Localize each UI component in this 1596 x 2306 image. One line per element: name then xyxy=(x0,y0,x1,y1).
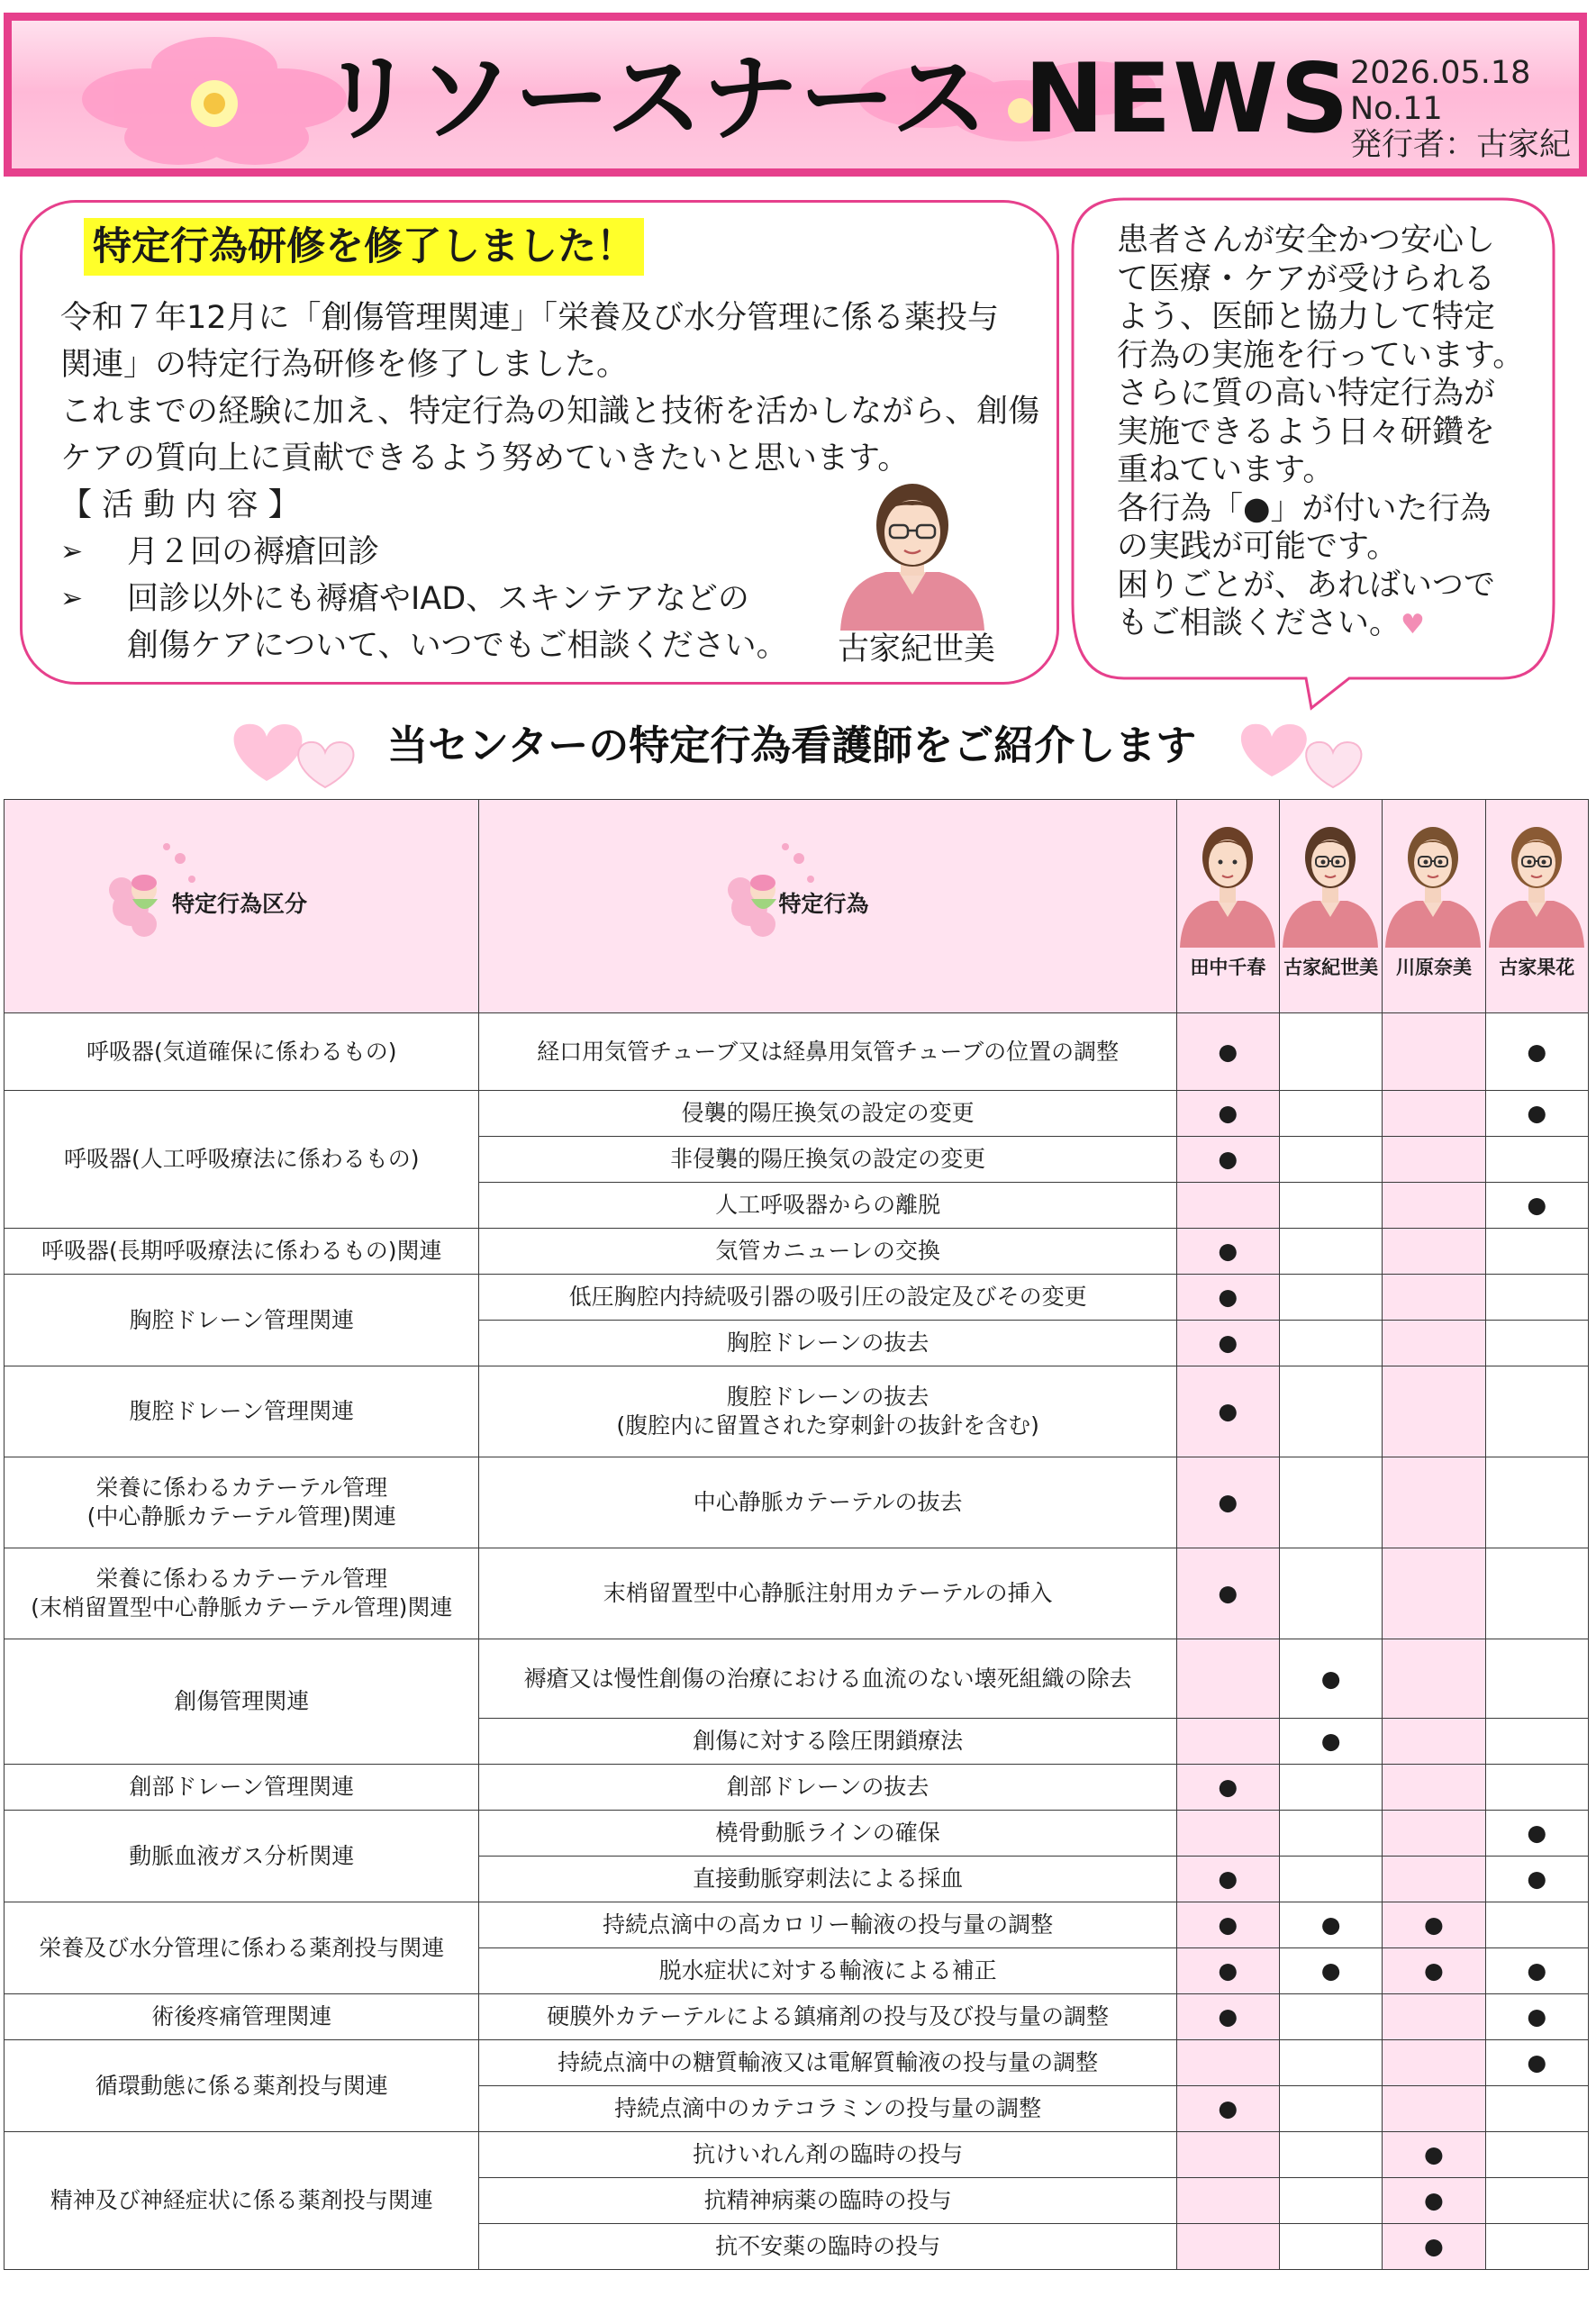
bubble-line: て医療・ケアが受けられる xyxy=(1117,260,1496,297)
action-cell xyxy=(479,1366,1176,1457)
bullet-arrow-icon: ➢ xyxy=(60,536,84,567)
category-cell xyxy=(5,2040,479,2132)
check-dot-icon: ● xyxy=(1424,1957,1444,1984)
cell-line: 腹腔ドレーンの抜去 xyxy=(726,1384,929,1410)
mark-cell xyxy=(1383,1811,1485,1857)
bubble-line: よう、医師と協力して特定 xyxy=(1117,299,1496,335)
mark-cell xyxy=(1485,1183,1588,1229)
mark-cell xyxy=(1383,1765,1485,1811)
category-cell xyxy=(5,1902,479,1994)
issue-number: No.11 xyxy=(1350,91,1443,127)
category-cell xyxy=(5,1091,479,1229)
mark-cell xyxy=(1383,1457,1485,1548)
mark-cell xyxy=(1485,1229,1588,1275)
bubble-line: 重ねています。 xyxy=(1117,452,1335,488)
mark-cell xyxy=(1383,2178,1485,2224)
action-cell xyxy=(479,1275,1176,1321)
check-dot-icon: ● xyxy=(1218,1038,1238,1065)
mark-cell xyxy=(1176,1719,1279,1765)
check-dot-icon: ● xyxy=(1527,1038,1547,1065)
category-cell xyxy=(5,1275,479,1366)
mark-cell xyxy=(1485,1994,1588,2040)
mark-cell xyxy=(1176,1183,1279,1229)
mark-cell xyxy=(1485,1902,1588,1948)
mark-cell xyxy=(1279,1275,1382,1321)
newsletter-title: リソースナース NEWS xyxy=(320,43,1351,154)
cell-line: 栄養に係わるカテーテル管理 xyxy=(95,1475,388,1501)
table-row xyxy=(5,1639,1589,1719)
cell-line: 褥瘡又は慢性創傷の治療における血流のない壊死組織の除去 xyxy=(523,1665,1132,1692)
category-header xyxy=(5,800,479,1013)
category-cell xyxy=(5,1994,479,2040)
check-dot-icon: ● xyxy=(1320,1728,1341,1754)
cell-line: 呼吸器(長期呼吸療法に係わるもの)関連 xyxy=(41,1238,442,1264)
mark-cell xyxy=(1279,1548,1382,1639)
mark-cell xyxy=(1485,1366,1588,1457)
cell-line: 脱水症状に対する輸液による補正 xyxy=(658,1957,997,1984)
cell-line: 抗不安薬の臨時の投与 xyxy=(715,2233,941,2259)
check-dot-icon: ● xyxy=(1320,1665,1341,1692)
intro-line: 令和７年12月に「創傷管理関連」「栄養及び水分管理に係る薬投与 xyxy=(60,300,1000,336)
table-header-row xyxy=(5,800,1589,1013)
cell-line: 創部ドレーン管理関連 xyxy=(129,1774,354,1800)
mark-cell xyxy=(1485,1091,1588,1137)
intro-box xyxy=(20,200,1059,685)
mark-cell xyxy=(1383,1013,1485,1091)
mark-cell xyxy=(1485,1948,1588,1994)
mark-cell xyxy=(1176,2040,1279,2086)
mark-cell xyxy=(1485,2086,1588,2132)
cell-line: 腹腔ドレーン管理関連 xyxy=(129,1398,354,1424)
check-dot-icon: ● xyxy=(1218,2003,1238,2029)
nurse-name: 古家紀世美 xyxy=(838,631,996,667)
hearts-decoration-icon xyxy=(1218,704,1380,794)
cell-line: 中心静脈カテーテルの抜去 xyxy=(693,1489,963,1515)
mark-cell xyxy=(1485,1321,1588,1366)
check-dot-icon: ● xyxy=(1218,1100,1238,1126)
check-dot-icon: ● xyxy=(1218,1489,1238,1515)
cell-line: 抗けいれん剤の臨時の投与 xyxy=(693,2141,964,2167)
action-header xyxy=(479,800,1176,1013)
bubble-line: 困りごとが、あればいつで xyxy=(1117,567,1496,604)
activity-bullet: 月２回の褥瘡回診 xyxy=(127,534,380,570)
intro-line: 関連」の特定行為研修を修了しました。 xyxy=(60,347,629,383)
action-cell xyxy=(479,1994,1176,2040)
mark-cell xyxy=(1176,1639,1279,1719)
mark-cell xyxy=(1176,1366,1279,1457)
nurse-portrait-icon xyxy=(1383,811,1483,948)
check-dot-icon: ● xyxy=(1320,1957,1341,1984)
cell-line: 橈骨動脈ラインの確保 xyxy=(715,1820,940,1846)
cell-line: 創傷に対する陰圧閉鎖療法 xyxy=(693,1728,964,1754)
mark-cell xyxy=(1383,2132,1485,2178)
mark-cell xyxy=(1176,1994,1279,2040)
action-cell xyxy=(479,1765,1176,1811)
bubble-line: 実施できるよう日々研鑽を xyxy=(1117,413,1496,450)
cell-line: 経口用気管チューブ又は経鼻用気管チューブの位置の調整 xyxy=(537,1038,1120,1065)
nurse-column-header xyxy=(1485,800,1588,1013)
mark-cell xyxy=(1383,1183,1485,1229)
table-row xyxy=(5,1275,1589,1321)
mark-cell xyxy=(1485,1548,1588,1639)
mark-cell xyxy=(1485,2132,1588,2178)
action-cell xyxy=(479,1321,1176,1366)
mark-cell xyxy=(1279,2224,1382,2270)
cell-line: 末梢留置型中心静脈注射用カテーテルの挿入 xyxy=(603,1580,1053,1606)
activities-label: 【 活 動 内 容 】 xyxy=(60,487,300,523)
category-cell xyxy=(5,1639,479,1765)
mark-cell xyxy=(1176,1857,1279,1902)
category-cell xyxy=(5,1013,479,1091)
check-dot-icon: ● xyxy=(1424,1911,1444,1938)
cell-line: (末梢留置型中心静脈カテーテル管理)関連 xyxy=(31,1594,453,1621)
mark-cell xyxy=(1485,1811,1588,1857)
action-cell xyxy=(479,1457,1176,1548)
mark-cell xyxy=(1279,1366,1382,1457)
mark-cell xyxy=(1485,2224,1588,2270)
action-cell xyxy=(479,2040,1176,2086)
category-cell xyxy=(5,1457,479,1548)
mark-cell xyxy=(1485,1457,1588,1548)
table-row xyxy=(5,2132,1589,2178)
mark-cell xyxy=(1383,1321,1485,1366)
mark-cell xyxy=(1176,1229,1279,1275)
mark-cell xyxy=(1176,1948,1279,1994)
table-row xyxy=(5,2040,1589,2086)
publisher: 発行者：古家紀 xyxy=(1350,127,1572,163)
nurse-portrait-icon xyxy=(1281,811,1380,948)
activity-bullet-continuation: 創傷ケアについて、いつでもご相談ください。 xyxy=(127,628,788,664)
nurse-column-name: 川原奈美 xyxy=(1395,957,1472,978)
mark-cell xyxy=(1176,2178,1279,2224)
check-dot-icon: ● xyxy=(1218,1911,1238,1938)
nurse-portrait-icon xyxy=(1178,811,1277,948)
action-cell xyxy=(479,1948,1176,1994)
check-dot-icon: ● xyxy=(1527,2003,1547,2029)
mark-cell xyxy=(1176,2132,1279,2178)
bullet-arrow-icon: ➢ xyxy=(60,583,84,614)
mark-cell xyxy=(1176,1013,1279,1091)
table-row xyxy=(5,1013,1589,1091)
cell-line: 精神及び神経症状に係る薬剤投与関連 xyxy=(50,2187,433,2213)
mark-cell xyxy=(1279,2086,1382,2132)
cell-line: 循環動態に係る薬剤投与関連 xyxy=(95,2072,388,2099)
nurse-column-name: 古家果花 xyxy=(1499,957,1575,978)
mark-cell xyxy=(1279,1994,1382,2040)
check-dot-icon: ● xyxy=(1218,1866,1238,1892)
action-cell xyxy=(479,2086,1176,2132)
mark-cell xyxy=(1279,1091,1382,1137)
bubble-line: の実践が可能です。 xyxy=(1117,529,1399,565)
issue-date: 2026.05.18 xyxy=(1350,55,1531,91)
action-cell xyxy=(479,2178,1176,2224)
cell-line: 非侵襲的陽圧換気の設定の変更 xyxy=(670,1146,986,1172)
cell-line: 硬膜外カテーテルによる鎮痛剤の投与及び投与量の調整 xyxy=(547,2003,1109,2029)
check-dot-icon: ● xyxy=(1218,1957,1238,1984)
cell-line: 持続点滴中の糖質輸液又は電解質輸液の投与量の調整 xyxy=(558,2049,1099,2075)
action-cell xyxy=(479,1229,1176,1275)
action-cell xyxy=(479,1719,1176,1765)
cell-line: 創部ドレーンの抜去 xyxy=(726,1774,929,1800)
mark-cell xyxy=(1279,1948,1382,1994)
cell-line: 気管カニューレの交換 xyxy=(715,1238,940,1264)
mark-cell xyxy=(1176,1548,1279,1639)
heart-icon: ♥ xyxy=(1401,609,1425,640)
mark-cell xyxy=(1485,2040,1588,2086)
mark-cell xyxy=(1279,1013,1382,1091)
mark-cell xyxy=(1279,1719,1382,1765)
mark-cell xyxy=(1176,1275,1279,1321)
mark-cell xyxy=(1279,1457,1382,1548)
table-body xyxy=(5,1013,1589,2270)
mark-cell xyxy=(1279,2178,1382,2224)
check-dot-icon: ● xyxy=(1527,1866,1547,1892)
check-dot-icon: ● xyxy=(1218,1284,1238,1310)
mark-cell xyxy=(1176,1811,1279,1857)
cell-line: 胸腔ドレーンの抜去 xyxy=(726,1330,929,1356)
table-row xyxy=(5,1548,1589,1639)
mark-cell xyxy=(1279,1137,1382,1183)
action-cell xyxy=(479,1639,1176,1719)
mark-cell xyxy=(1279,1183,1382,1229)
action-cell xyxy=(479,1183,1176,1229)
category-cell xyxy=(5,1366,479,1457)
mark-cell xyxy=(1485,1765,1588,1811)
cell-line: 創傷管理関連 xyxy=(174,1688,310,1714)
mark-cell xyxy=(1279,1902,1382,1948)
mark-cell xyxy=(1383,2086,1485,2132)
mark-cell xyxy=(1383,1275,1485,1321)
cell-line: 持続点滴中の高カロリー輸液の投与量の調整 xyxy=(603,1911,1054,1938)
table-row xyxy=(5,1366,1589,1457)
mark-cell xyxy=(1279,1765,1382,1811)
bubble-line: もご相談ください。♥ xyxy=(1117,605,1425,641)
table-row xyxy=(5,1765,1589,1811)
category-cell xyxy=(5,1811,479,1902)
action-cell xyxy=(479,1137,1176,1183)
mark-cell xyxy=(1383,2224,1485,2270)
cell-line: 抗精神病薬の臨時の投与 xyxy=(703,2187,952,2213)
check-dot-icon: ● xyxy=(1218,1330,1238,1356)
check-dot-icon: ● xyxy=(1218,2095,1238,2121)
mark-cell xyxy=(1485,1137,1588,1183)
cell-line: 低圧胸腔内持続吸引器の吸引圧の設定及びその変更 xyxy=(568,1284,1087,1310)
category-cell xyxy=(5,2132,479,2270)
check-dot-icon: ● xyxy=(1527,1100,1547,1126)
mark-cell xyxy=(1176,2086,1279,2132)
cell-line: 持続点滴中のカテコラミンの投与量の調整 xyxy=(614,2095,1042,2121)
mark-cell xyxy=(1176,1457,1279,1548)
intro-line: これまでの経験に加え、特定行為の知識と技術を活かしながら、創傷 xyxy=(60,394,1040,430)
action-cell xyxy=(479,1091,1176,1137)
mark-cell xyxy=(1383,1994,1485,2040)
category-cell xyxy=(5,1548,479,1639)
check-dot-icon: ● xyxy=(1424,2187,1444,2213)
nurse-column-header xyxy=(1176,800,1279,1013)
intro-heading: 特定行為研修を修了しました！ xyxy=(84,218,644,276)
mark-cell xyxy=(1383,1902,1485,1948)
activity-bullet: 回診以外にも褥瘡やIAD、スキンテアなどの xyxy=(127,581,749,617)
cell-line: 術後疼痛管理関連 xyxy=(151,2003,332,2029)
mark-cell xyxy=(1383,2040,1485,2086)
check-dot-icon: ● xyxy=(1527,2049,1547,2075)
mark-cell xyxy=(1383,1719,1485,1765)
mark-cell xyxy=(1176,2224,1279,2270)
mark-cell xyxy=(1176,1091,1279,1137)
category-cell xyxy=(5,1229,479,1275)
mark-cell xyxy=(1383,1639,1485,1719)
check-dot-icon: ● xyxy=(1424,2233,1444,2259)
newsletter-header xyxy=(4,13,1587,177)
action-cell xyxy=(479,2132,1176,2178)
table-row xyxy=(5,1457,1589,1548)
check-dot-icon: ● xyxy=(1527,1192,1547,1218)
table-row xyxy=(5,1994,1589,2040)
mark-cell xyxy=(1279,2040,1382,2086)
nurse-column-header xyxy=(1279,800,1382,1013)
check-dot-icon: ● xyxy=(1218,1580,1238,1606)
bubble-line: 患者さんが安全かつ安心し xyxy=(1117,222,1496,259)
action-cell xyxy=(479,1857,1176,1902)
mark-cell xyxy=(1485,1275,1588,1321)
mark-cell xyxy=(1383,1137,1485,1183)
mark-cell xyxy=(1279,1811,1382,1857)
mark-cell xyxy=(1383,1857,1485,1902)
mark-cell xyxy=(1176,1137,1279,1183)
check-dot-icon: ● xyxy=(1424,2141,1444,2167)
cell-line: (中心静脈カテーテル管理)関連 xyxy=(86,1503,396,1530)
intro-line: ケアの質向上に貢献できるよう努めていきたいと思います。 xyxy=(60,440,910,477)
mark-cell xyxy=(1279,1639,1382,1719)
category-header-label: 特定行為区分 xyxy=(172,891,308,917)
nurse-column-header xyxy=(1383,800,1485,1013)
mark-cell xyxy=(1176,1765,1279,1811)
cell-line: 動脈血液ガス分析関連 xyxy=(129,1842,355,1869)
nurse-column-name: 古家紀世美 xyxy=(1283,957,1379,978)
mark-cell xyxy=(1176,1321,1279,1366)
cell-line: 侵襲的陽圧換気の設定の変更 xyxy=(681,1100,975,1126)
mark-cell xyxy=(1383,1366,1485,1457)
mark-cell xyxy=(1485,2178,1588,2224)
table-row xyxy=(5,1229,1589,1275)
cell-line: 胸腔ドレーン管理関連 xyxy=(129,1306,354,1333)
cell-line: 栄養及び水分管理に係わる薬剤投与関連 xyxy=(39,1934,445,1961)
mark-cell xyxy=(1485,1719,1588,1765)
section-title: 当センターの特定行為看護師をご紹介します xyxy=(387,722,1197,769)
action-cell xyxy=(479,1548,1176,1639)
mark-cell xyxy=(1383,1229,1485,1275)
table-row xyxy=(5,1091,1589,1137)
hearts-decoration-icon xyxy=(213,704,375,794)
action-cell xyxy=(479,2224,1176,2270)
check-dot-icon: ● xyxy=(1218,1238,1238,1264)
mark-cell xyxy=(1279,1321,1382,1366)
check-dot-icon: ● xyxy=(1320,1911,1341,1938)
cell-line: 直接動脈穿刺法による採血 xyxy=(693,1866,964,1892)
cell-line: 呼吸器(気道確保に係わるもの) xyxy=(86,1038,397,1065)
mark-cell xyxy=(1279,1229,1382,1275)
check-dot-icon: ● xyxy=(1527,1820,1547,1846)
bubble-text xyxy=(1117,222,1538,645)
check-dot-icon: ● xyxy=(1218,1146,1238,1172)
bubble-line: さらに質の高い特定行為が xyxy=(1117,376,1496,412)
nurse-column-name: 田中千春 xyxy=(1190,957,1266,978)
cell-line: (腹腔内に留置された穿刺針の抜針を含む) xyxy=(616,1412,1039,1439)
cell-line: 栄養に係わるカテーテル管理 xyxy=(95,1566,388,1592)
cell-line: 呼吸器(人工呼吸療法に係わるもの) xyxy=(63,1146,420,1172)
check-dot-icon: ● xyxy=(1527,1957,1547,1984)
category-cell xyxy=(5,1765,479,1811)
mark-cell xyxy=(1485,1857,1588,1902)
cell-line: 人工呼吸器からの離脱 xyxy=(715,1192,941,1218)
mark-cell xyxy=(1383,1091,1485,1137)
mark-cell xyxy=(1279,2132,1382,2178)
check-dot-icon: ● xyxy=(1218,1398,1238,1424)
nurse-portrait-icon xyxy=(836,473,989,631)
table-row xyxy=(5,1902,1589,1948)
specified-acts-table xyxy=(4,799,1589,2270)
bubble-line: 行為の実施を行っています。 xyxy=(1117,337,1525,374)
action-header-label: 特定行為 xyxy=(778,891,869,917)
mark-cell xyxy=(1485,1639,1588,1719)
action-cell xyxy=(479,1811,1176,1857)
cherry-blossom-icon xyxy=(66,32,363,167)
check-dot-icon: ● xyxy=(1218,1774,1238,1800)
nurse-portrait-icon xyxy=(1487,811,1586,948)
bubble-line: 各行為「●」が付いた行為 xyxy=(1117,490,1492,527)
table-row xyxy=(5,1811,1589,1857)
mark-cell xyxy=(1176,1902,1279,1948)
issue-meta xyxy=(1350,55,1571,163)
mark-cell xyxy=(1383,1948,1485,1994)
action-cell xyxy=(479,1902,1176,1948)
mark-cell xyxy=(1279,1857,1382,1902)
mark-cell xyxy=(1485,1013,1588,1091)
action-cell xyxy=(479,1013,1176,1091)
mark-cell xyxy=(1383,1548,1485,1639)
